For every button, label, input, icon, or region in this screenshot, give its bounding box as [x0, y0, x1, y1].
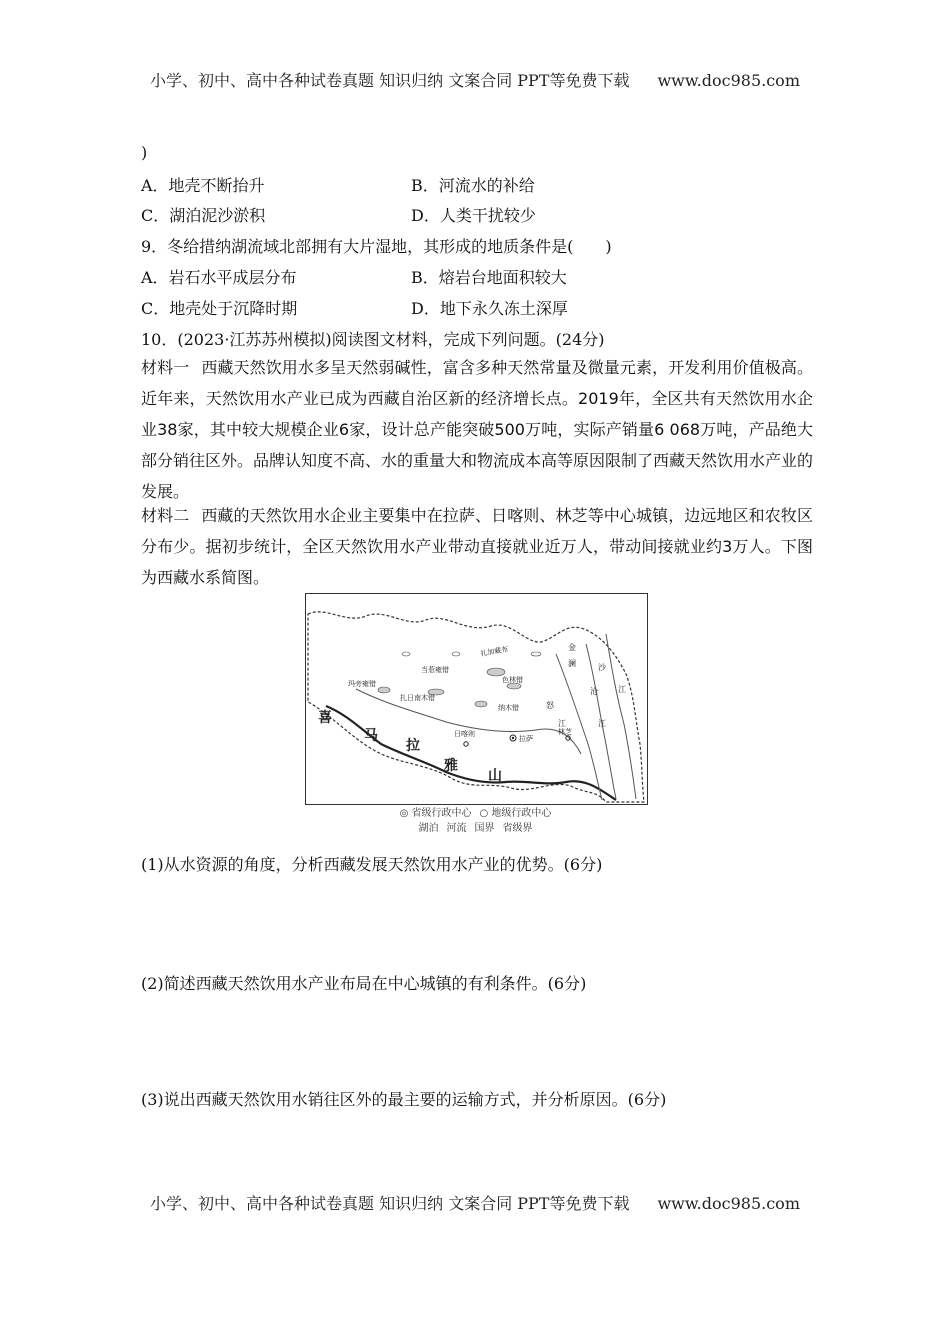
header-text: 小学、初中、高中各种试卷真题 知识归纳 文案合同 PPT等免费下载 [150, 71, 630, 90]
label-shigatse: 日喀则 [454, 730, 475, 738]
q9-stem: 9．冬给措纳湖流域北部拥有大片湿地，其形成的地质条件是( ) [141, 237, 612, 256]
q10-stem: 10．(2023·江苏苏州模拟)阅读图文材料，完成下列问题。(24分) [141, 330, 605, 349]
q9-option-c: C．地壳处于沉降时期 [141, 299, 298, 318]
label-cang: 沧 [590, 687, 598, 696]
label-sha: 沙 [598, 663, 606, 672]
q9-option-d: D．地下永久冻土深厚 [411, 299, 568, 318]
lake [487, 668, 505, 676]
q8-option-d: D．人类干扰较少 [411, 206, 536, 225]
legend-prefecture-center: ○ 地级行政中心 [479, 808, 552, 819]
map-legend [305, 806, 646, 836]
material-2-text: 西藏的天然饮用水企业主要集中在拉萨、日喀则、林芝等中心城镇，边远地区和农牧区分布少。据初步统计，全区天然饮用水产业带动直接就业近万人，带动间接就业约3万人。下图为西藏水系简图。 [141, 506, 813, 587]
label-jin: 金 [568, 643, 576, 652]
sub-question-2: (2)简述西藏天然饮用水产业布局在中心城镇的有利条件。(6分) [141, 974, 587, 993]
material-1 [141, 352, 813, 507]
label-shan: 山 [488, 768, 502, 784]
label-zharinam: 扎日南木错 [400, 694, 435, 702]
q8-tail: ) [141, 143, 148, 162]
label-selin-co: 色林错 [502, 676, 523, 684]
label-nu: 怒 [546, 701, 554, 710]
lake [452, 652, 460, 656]
sub-question-3: (3)说出西藏天然饮用水销往区外的最主要的运输方式，并分析原因。(6分) [141, 1090, 667, 1109]
page-footer [0, 1191, 950, 1214]
legend-provincial-border: 省级界 [502, 823, 533, 834]
lake [475, 701, 487, 707]
label-mapam: 玛旁雍错 [348, 680, 376, 688]
q8-option-c: C．湖泊泥沙淤积 [141, 206, 266, 225]
material-2-label: 材料二 [141, 506, 190, 525]
tibet-water-system-map [305, 593, 648, 805]
footer-url[interactable]: www.doc985.com [657, 1194, 800, 1213]
header-url[interactable]: www.doc985.com [657, 71, 800, 90]
page-header [0, 68, 950, 91]
lake [378, 687, 390, 693]
legend-river: 河流 [446, 823, 467, 834]
label-jiang-1: 江 [618, 685, 626, 694]
label-xi: 喜 [318, 710, 332, 726]
jinsha-river [606, 634, 636, 799]
label-nyingchi: 林芝 [558, 728, 572, 736]
legend-national-border: 国界 [474, 823, 495, 834]
label-ma: 马 [364, 728, 378, 744]
sub-question-1: (1)从水资源的角度，分析西藏发展天然饮用水产业的优势。(6分) [141, 855, 603, 874]
label-jiang-3: 江 [558, 719, 566, 728]
footer-text: 小学、初中、高中各种试卷真题 知识归纳 文案合同 PPT等免费下载 [150, 1194, 630, 1213]
label-zajiazangbu: 扎加藏布 [479, 645, 509, 658]
label-jiang-2: 江 [598, 719, 606, 728]
label-lhasa: 拉萨 [519, 735, 533, 743]
label-lan: 澜 [568, 659, 576, 668]
q9-option-a: A．岩石水平成层分布 [141, 268, 297, 287]
label-dangreyong: 当惹雍错 [421, 666, 449, 674]
map-svg [306, 594, 647, 804]
q8-option-a: A．地壳不断抬升 [141, 176, 265, 195]
tibet-boundary [308, 612, 644, 802]
lake [402, 652, 410, 656]
shigatse-marker [464, 742, 468, 746]
label-la: 拉 [406, 738, 420, 754]
legend-lake: 湖泊 [418, 823, 439, 834]
material-2 [141, 500, 813, 593]
q9-option-b: B．熔岩台地面积较大 [411, 268, 567, 287]
material-1-text: 西藏天然饮用水多呈天然弱碱性，富含多种天然常量及微量元素，开发利用价值极高。近年来，天然饮用水产业已成为西藏自治区新的经济增长点。2019年，全区共有天然饮用水企业38家，其中较大规模企业6家，设计总产能突破500万吨，实际产销量6 068万吨，产品绝大部分销往区外。品牌认知度不高、水的重量大和物流成本高等原因限制了西藏天然饮用水产业的发展。 [141, 358, 814, 501]
lake [531, 652, 541, 656]
legend-provincial-center: ◎ 省级行政中心 [399, 808, 472, 819]
q8-option-b: B．河流水的补给 [411, 176, 535, 195]
national-border [326, 706, 616, 800]
material-1-label: 材料一 [141, 358, 190, 377]
label-ya: 雅 [444, 758, 458, 774]
label-namtso: 纳木错 [498, 704, 519, 712]
